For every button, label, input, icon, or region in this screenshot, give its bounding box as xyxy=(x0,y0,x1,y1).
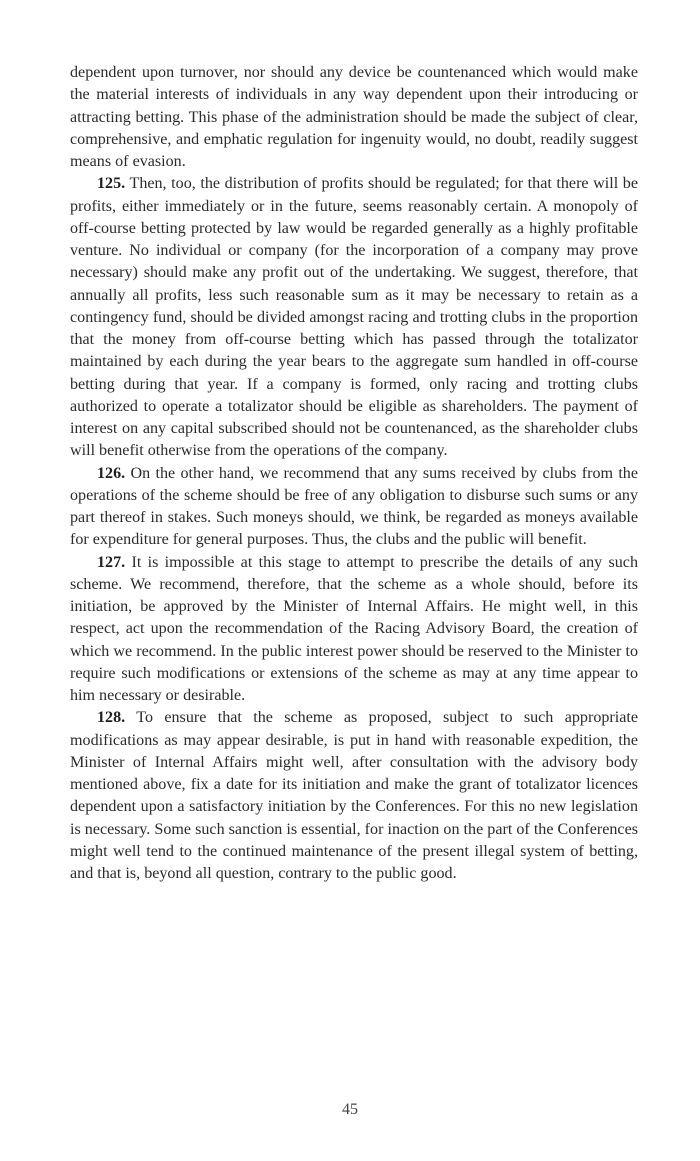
paragraph-continuation xyxy=(70,62,638,173)
paragraph-126 xyxy=(70,463,638,552)
paragraph-text: It is impossible at this stage to attempt to prescribe the details of any such scheme. We recommend, therefore, that the scheme as a whole should, before its initiation, be approved by the Minister of Internal Affairs. He might well, in this respect, act upon the recommendation of the Racing Advisory Board, the creation of which we recommend. In the public interest power should be reserved to the Minister to require such modifications or extensions of the scheme as may at any time appear to him necessary or desirable. xyxy=(70,553,638,704)
paragraph-text: On the other hand, we recommend that any sums received by clubs from the operations of the scheme should be free of any obligation to disburse such sums or any part thereof in stakes. Such moneys should, we think, be regarded as moneys available for expenditure for general purposes. Thus, the clubs and the public will benefit. xyxy=(70,464,638,549)
paragraph-128 xyxy=(70,707,638,885)
paragraph-125 xyxy=(70,173,638,462)
paragraph-number: 125. xyxy=(97,175,126,193)
paragraph-text: Then, too, the distribution of profits should be regulated; for that there will be profits, either immediately or in the future, seems reasonably certain. A monopoly of off-course betting protected by law would be regarded generally as a highly profitable venture. No individual or company (for the incorporation of a company may prove necessary) should make any profit out of the undertaking. We suggest, therefore, that annually all profits, less such reasonable sum as it may be necessary to retain as a contingency fund, should be divided amongst racing and trotting clubs in the proportion that the money from off-course betting which has passed through the totalizator maintained by each during the year bears to the aggregate sum handled in off-course betting during that year. If a company is formed, only racing and trotting clubs authorized to operate a totalizator should be eligible as shareholders. The payment of interest on any capital subscribed should not be countenanced, as the shareholder clubs will benefit otherwise from the operations of the company. xyxy=(70,175,638,460)
paragraph-text: To ensure that the scheme as proposed, subject to such appropriate modifications as may appear desirable, is put in hand with reasonable expedition, the Minister of Internal Affairs might well, after consultation with the advisory body mentioned above, fix a date for its initiation and make the grant of totalizator licences dependent upon a satisfactory initiation by the Conferences. For this no new legislation is necessary. Some such sanction is essential, for inaction on the part of the Conferences might well tend to the continued maintenance of the present illegal system of betting, and that is, beyond all question, contrary to the public good. xyxy=(70,709,638,882)
paragraph-text: dependent upon turnover, nor should any device be countenanced which would make the material interests of individuals in any way dependent upon their introducing or attracting betting. This phase of the administration should be made the subject of clear, comprehensive, and emphatic regulation for ingenuity would, no doubt, readily suggest means of evasion. xyxy=(70,64,638,170)
paragraph-127 xyxy=(70,552,638,708)
page-body xyxy=(70,62,638,885)
paragraph-number: 128. xyxy=(97,709,126,727)
paragraph-number: 127. xyxy=(97,553,126,571)
page-number: 45 xyxy=(342,1101,358,1118)
paragraph-number: 126. xyxy=(97,464,126,482)
